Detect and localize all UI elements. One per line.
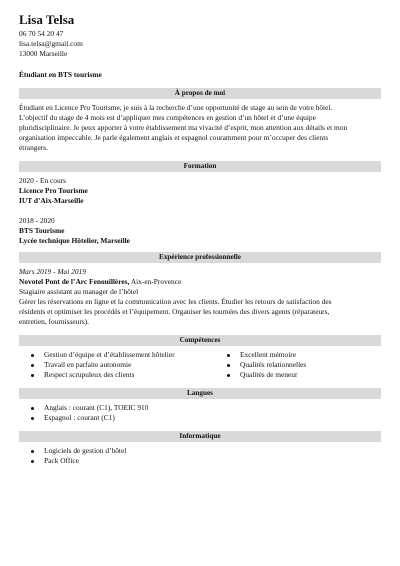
experience-role: Stagiaire assistant au manager de l’hôtel xyxy=(19,287,139,296)
skill-item: Gestion d’équipe et d’établissement hôtelier xyxy=(19,350,215,360)
formation-section xyxy=(19,161,381,246)
skills-columns xyxy=(19,350,381,380)
email-address: lisa.telsa@gmail.com xyxy=(19,39,83,48)
experience-company: Novotel Pont de l’Arc Fenouillères, xyxy=(19,277,130,286)
formation-dates: 2020 - En cours xyxy=(19,176,67,185)
it-section-title: Informatique xyxy=(19,431,381,442)
about-line: Étudiant en Licence Pro Tourisme, je suis à la recherche d’une opportunité de stage au sein de votre hôtel. xyxy=(19,103,333,112)
formation-entry xyxy=(19,176,381,206)
formation-degree: BTS Tourisme xyxy=(19,226,65,235)
about-paragraph xyxy=(19,103,381,153)
phone-number: 06 70 54 20 47 xyxy=(19,29,64,38)
experience-description-line: entretien, fournisseurs). xyxy=(19,317,89,326)
languages-section-title: Langues xyxy=(19,388,381,399)
it-item: Pack Office xyxy=(19,456,381,466)
it-item: Logiciels de gestion d’hôtel xyxy=(19,446,381,456)
languages-list xyxy=(19,403,381,423)
about-section xyxy=(19,88,381,153)
skill-item: Excellent mémoire xyxy=(215,350,375,360)
languages-section xyxy=(19,388,381,423)
postal-address: 13000 Marseille xyxy=(19,49,68,58)
skills-section-title: Compétences xyxy=(19,335,381,346)
formation-entry xyxy=(19,216,381,246)
it-list xyxy=(19,446,381,466)
resume-header xyxy=(19,12,381,80)
skill-item: Qualités relationnelles xyxy=(215,360,375,370)
about-line: étrangers. xyxy=(19,143,48,152)
language-item: Anglais : courant (C1), TOEIC 910 xyxy=(19,403,381,413)
skill-item: Qualités de meneur xyxy=(215,370,375,380)
formation-dates: 2018 - 2020 xyxy=(19,216,55,225)
language-item: Espagnol : courant (C1) xyxy=(19,413,381,423)
skill-item: Travail en parfaite autonomie xyxy=(19,360,215,370)
skills-section xyxy=(19,335,381,380)
about-line: L’objectif du stage de 4 mois est d’appliquer mes compétences en gestion d’un hôtel et d’une équipe xyxy=(19,113,316,122)
skills-list-left xyxy=(19,350,215,380)
skills-list-right xyxy=(215,350,375,380)
it-section xyxy=(19,431,381,466)
formation-school: Lycée technique Hôtelier, Marseille xyxy=(19,236,130,245)
experience-employer xyxy=(19,277,381,287)
about-line: pluridisciplinaire. Je peux apporter à votre établissement ma vivacité d’esprit, mon attention aux détails et mon xyxy=(19,123,348,132)
experience-description-line: Gérer les réservations en ligne et la communication avec les clients. Étudier les retours de satisfaction des xyxy=(19,297,332,306)
about-section-title: À propos de moi xyxy=(19,88,381,99)
candidate-name: Lisa Telsa xyxy=(19,12,75,27)
experience-description-line: résidents et optimiser les procédés et l’équipement. Organiser les tournées des divers agents (réparateurs, xyxy=(19,307,330,316)
job-title: Étudiant en BTS tourisme xyxy=(19,70,102,79)
about-line: organisation impeccable. Je parle également anglais et espagnol couramment pour m’occuper des clients xyxy=(19,133,329,142)
experience-section-title: Expérience professionnelle xyxy=(19,252,381,263)
experience-dates: Mars 2019 - Mai 2019 xyxy=(19,267,86,276)
experience-entry xyxy=(19,267,381,327)
formation-degree: Licence Pro Tourisme xyxy=(19,186,88,195)
experience-location: Aix-en-Provence xyxy=(129,277,182,286)
formation-section-title: Formation xyxy=(19,161,381,172)
experience-section xyxy=(19,252,381,327)
formation-school: IUT d’Aix-Marseille xyxy=(19,196,84,205)
skill-item: Respect scrupuleux des clients xyxy=(19,370,215,380)
